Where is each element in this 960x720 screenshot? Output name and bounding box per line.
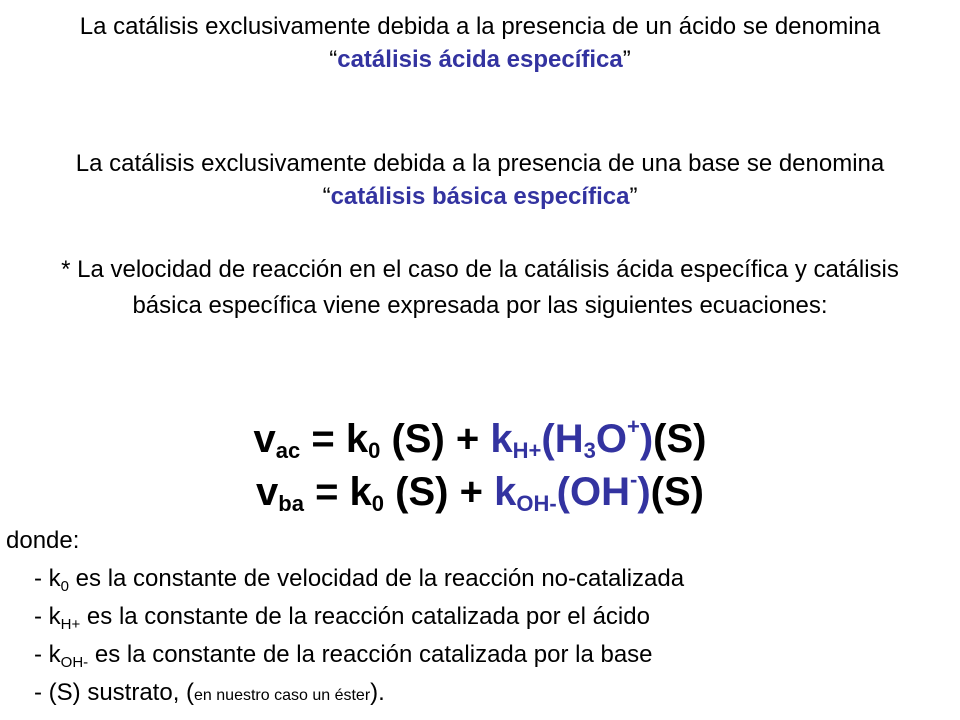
eq2-paren-a: (OH	[556, 470, 630, 514]
eq1-v-sub: ac	[275, 438, 301, 463]
i2-pre: - k	[34, 603, 61, 630]
i1-sub: 0	[60, 578, 70, 595]
eq2-k-sub: OH-	[516, 491, 557, 516]
i2-text: es la constante de la reacción catalizada por el ácido	[80, 603, 650, 630]
i3-text: es la constante de la reacción catalizada por la base	[88, 641, 653, 668]
acid-quote-close: ”	[622, 46, 631, 73]
base-rate-equation	[0, 455, 960, 529]
eq1-o-sup: +	[626, 414, 640, 439]
i4-pre: - (S) sustrato, (	[34, 679, 195, 706]
i3-sub: OH-	[60, 654, 89, 671]
eq2-k0: = k	[303, 470, 372, 514]
eq2-v: v	[256, 470, 279, 514]
i1-pre: - k	[34, 565, 61, 592]
eq1-k0: = k	[300, 417, 369, 461]
donde-label: donde:	[6, 527, 80, 554]
eq2-k0-sub: 0	[371, 491, 385, 516]
eq2-paren-b: )	[637, 470, 651, 514]
i4-small: en nuestro caso un éster	[194, 687, 371, 704]
eq2-catalyst-term	[494, 467, 651, 516]
eq1-paren-b: )	[639, 417, 654, 461]
eq1-h-sub: 3	[583, 438, 596, 463]
eq1-v: v	[253, 417, 276, 461]
eq1-o: O	[595, 417, 627, 461]
i4-post: ).	[370, 679, 385, 706]
i2-sub: H+	[60, 616, 81, 633]
eq2-rest: (S) +	[384, 470, 495, 514]
rate-intro-paragraph	[30, 252, 930, 324]
eq1-k-sub: H+	[512, 438, 542, 463]
eq1-k0-sub: 0	[368, 438, 381, 463]
base-definition-text: La catálisis exclusivamente debida a la presencia de una base se denomina “	[75, 150, 885, 210]
definition-item-koh	[34, 639, 653, 679]
eq1-paren-a: (H	[541, 417, 584, 461]
eq2-oh-sup: -	[629, 467, 638, 492]
eq1-rest: (S) +	[380, 417, 491, 461]
eq2-end: (S)	[650, 470, 704, 514]
base-catalysis-definition	[30, 147, 930, 213]
base-quote-close: ”	[629, 183, 638, 210]
i3-pre: - k	[34, 641, 61, 668]
eq1-end: (S)	[653, 417, 707, 461]
acid-definition-text: La catálisis exclusivamente debida a la presencia de un ácido se denomina “	[79, 13, 881, 73]
eq2-v-sub: ba	[278, 491, 304, 516]
definition-item-kh	[34, 601, 650, 641]
base-catalysis-term: catálisis básica específica	[330, 183, 630, 210]
rate-intro-text: * La velocidad de reacción en el caso de la catálisis ácida específica y catálisis básica específica viene expresada por las siguientes ecuaciones:	[61, 256, 899, 319]
acid-catalysis-definition	[30, 10, 930, 76]
eq1-k: k	[490, 417, 513, 461]
eq2-k: k	[494, 470, 517, 514]
acid-catalysis-term: catálisis ácida específica	[337, 46, 623, 73]
i1-text: es la constante de velocidad de la reacción no-catalizada	[69, 565, 685, 592]
definition-item-substrate	[34, 677, 385, 712]
definition-item-k0	[34, 563, 684, 603]
